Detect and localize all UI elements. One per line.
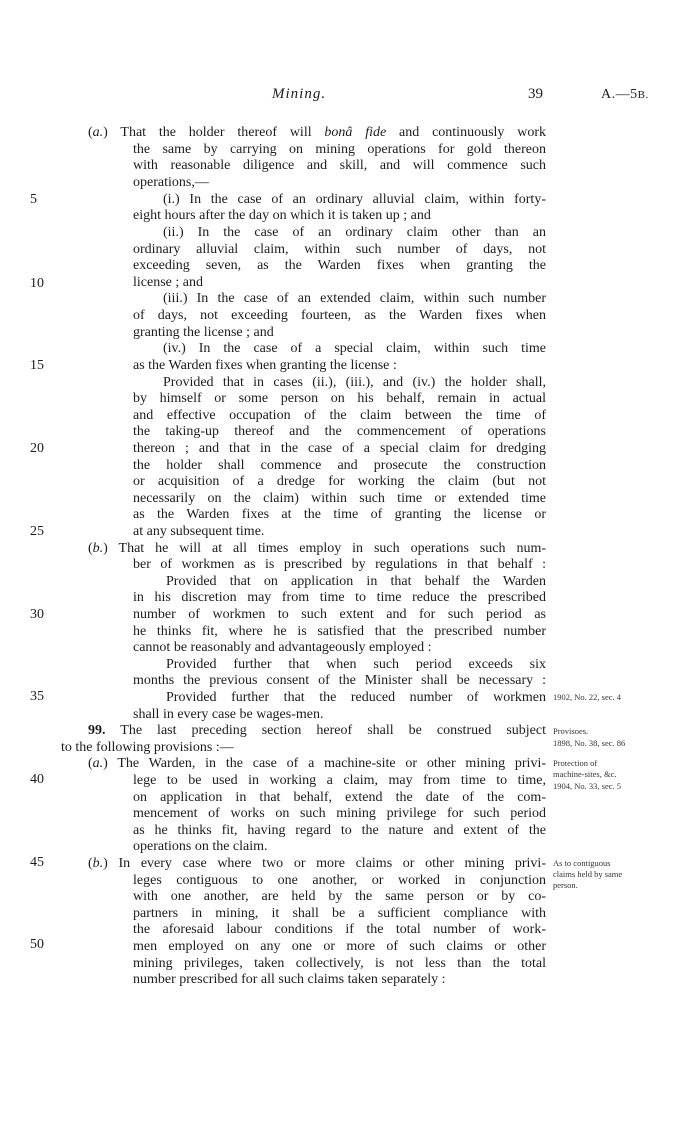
text-line: operations,— [133, 175, 209, 190]
text-line: mencement of works on such mining privilege for such period [133, 806, 546, 821]
text-line: (iii.) In the case of an extended claim, within such number [163, 291, 546, 306]
text-line: Provided further that the reduced number of workmen [166, 690, 546, 705]
text-line: number of workmen to such extent and for such period as [133, 607, 546, 622]
text-line: Provided that on application in that behalf the Warden [166, 574, 546, 589]
text-line: granting the license ; and [133, 325, 274, 340]
text-line: shall in every case be wages-men. [133, 707, 324, 722]
document-reference-main: A.—5 [601, 87, 638, 102]
text-line: leges contiguous to one another, or worked in conjunction [133, 873, 546, 888]
text-line: operations on the claim. [133, 839, 268, 854]
text-line: (iv.) In the case of a special claim, within such time [163, 341, 546, 356]
text-line: Provided further that when such period exceeds six [166, 657, 546, 672]
text-line: number prescribed for all such claims taken separately : [133, 972, 446, 987]
line-number: 35 [30, 689, 44, 704]
text-line: on application in that behalf, extend the date of the com- [133, 790, 546, 805]
text-line: license ; and [133, 275, 203, 290]
text-line: the taking-up thereof and the commencement of operations [133, 424, 546, 439]
margin-note: machine-sites, &c. [553, 769, 617, 779]
text-line: (b.) In every case where two or more claims or other mining privi- [88, 856, 546, 871]
text-line: with reasonable diligence and skill, and will commence such [133, 158, 546, 173]
text-line: (a.) That the holder thereof will bonâ fide and continuously work [88, 125, 546, 140]
text-line: Provided that in cases (ii.), (iii.), and (iv.) the holder shall, [163, 375, 546, 390]
line-number: 20 [30, 441, 44, 456]
document-reference [601, 87, 649, 103]
line-number: 45 [30, 855, 44, 870]
text-line: by himself or some person on his behalf, remain in actual [133, 391, 546, 406]
line-number: 50 [30, 937, 44, 952]
text-line: men employed on any one or more of such claims or other [133, 939, 546, 954]
text-line: with one another, are held by the same person or by co- [133, 889, 546, 904]
text-line: the holder shall commence and prosecute the construction [133, 458, 546, 473]
margin-note: Provisoes. [553, 726, 589, 736]
line-number: 30 [30, 607, 44, 622]
margin-note: 1904, No. 33, sec. 5 [553, 781, 621, 791]
text-line: ber of workmen as is prescribed by regulations in that behalf : [133, 557, 546, 572]
text-line: months the previous consent of the Minister shall be necessary : [133, 673, 546, 688]
text-line: (ii.) In the case of an ordinary claim other than an [163, 225, 546, 240]
text-line: eight hours after the day on which it is taken up ; and [133, 208, 431, 223]
text-line: in his discretion may from time to time reduce the prescribed [133, 590, 546, 605]
section-99-line: 99. The last preceding section hereof shall be construed subject [88, 723, 546, 738]
margin-note: 1898, No. 38, sec. 86 [553, 738, 626, 748]
margin-note: 1902, No. 22, sec. 4 [553, 692, 621, 702]
text-line: as the Warden fixes at the time of granting the license or [133, 507, 546, 522]
margin-note: person. [553, 880, 578, 890]
text-line: cannot be reasonably and advantageously employed : [133, 640, 432, 655]
line-number: 25 [30, 524, 44, 539]
page-number: 39 [528, 86, 543, 102]
text-line: exceeding seven, as the Warden fixes when granting the [133, 258, 546, 273]
text-line: (i.) In the case of an ordinary alluvial claim, within forty- [163, 192, 546, 207]
text-line: at any subsequent time. [133, 524, 265, 539]
margin-note: Protection of [553, 758, 598, 768]
line-number: 5 [30, 192, 37, 207]
text-line: he thinks fit, where he is satisfied that the prescribed number [133, 624, 546, 639]
text-line: as the Warden fixes when granting the license : [133, 358, 397, 373]
line-number: 40 [30, 772, 44, 787]
text-line: to the following provisions :— [61, 740, 234, 755]
text-line: thereon ; and that in the case of a special claim for dredging [133, 441, 546, 456]
text-line: and effective occupation of the claim between the time of [133, 408, 546, 423]
text-line: lege to be used in working a claim, may from time to time, [133, 773, 546, 788]
document-reference-suffix: B. [637, 89, 649, 101]
line-number: 15 [30, 358, 44, 373]
text-line: the aforesaid labour conditions if the total number of work- [133, 922, 546, 937]
text-line: (b.) That he will at all times employ in such operations such num- [88, 541, 546, 556]
running-title: Mining. [272, 86, 327, 102]
margin-note: claims held by same [553, 869, 623, 879]
text-line: or acquisition of a dredge for working the claim (but not [133, 474, 546, 489]
text-line: as he thinks fit, having regard to the nature and extent of the [133, 823, 546, 838]
text-line: mining privileges, taken collectively, is not less than the total [133, 956, 546, 971]
text-line: of days, not exceeding fourteen, as the Warden fixes when [133, 308, 546, 323]
line-number: 10 [30, 276, 44, 291]
margin-note: As to contiguous [553, 858, 611, 868]
text-line: ordinary alluvial claim, within such number of days, not [133, 242, 546, 257]
text-line: the same by carrying on mining operations for gold thereon [133, 142, 546, 157]
text-line: necessarily on the claim) within such time or extended time [133, 491, 546, 506]
text-line: partners in mining, it shall be a sufficient compliance with [133, 906, 546, 921]
text-line: (a.) The Warden, in the case of a machine-site or other mining privi- [88, 756, 546, 771]
